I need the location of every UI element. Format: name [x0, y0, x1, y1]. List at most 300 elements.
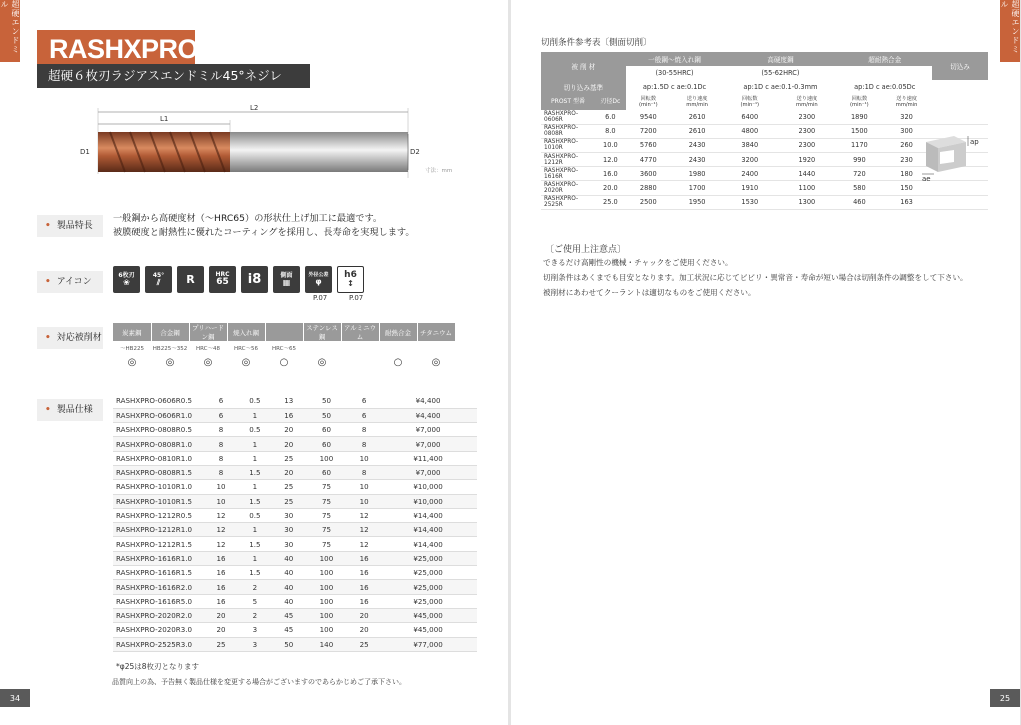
cutting-cell: RASHXPRO-2525R	[541, 195, 595, 209]
cutting-cell: 8.0	[595, 124, 626, 138]
material-rating	[341, 355, 379, 369]
spec-cell: ¥25,000	[379, 551, 477, 565]
icon-bottom: R	[186, 273, 195, 286]
spec-cell: RASHXPRO-1010R1.5	[113, 494, 206, 508]
spec-cell: RASHXPRO-0808R1.5	[113, 465, 206, 479]
section-label: 製品仕様	[56, 405, 93, 415]
cutting-cell: 7200	[626, 124, 671, 138]
cutting-cell: 1890	[838, 110, 882, 124]
spec-cell: 1	[236, 480, 274, 494]
right-page	[511, 0, 1020, 725]
icon-ref-2: P.07	[349, 294, 364, 302]
cutting-cell: 260	[881, 138, 932, 152]
spec-cell: RASHXPRO-1616R5.0	[113, 594, 206, 608]
material-rating: ◎	[203, 356, 213, 368]
helix-icon	[145, 266, 172, 293]
material-header: 焼入れ鋼	[227, 323, 265, 341]
table-row	[113, 594, 477, 608]
hrc-icon	[209, 266, 236, 293]
material-hardness: HRC〜48	[195, 346, 221, 352]
usage-title: 〔ご使用上注意点〕	[545, 245, 627, 255]
cutting-cell: 2610	[671, 110, 723, 124]
table-row	[113, 394, 477, 408]
spec-cell: 16	[206, 551, 236, 565]
spec-cell: 10	[349, 494, 379, 508]
spec-cell: ¥14,400	[379, 508, 477, 522]
empty-cell	[932, 110, 988, 124]
spec-cell: 50	[304, 394, 349, 408]
spec-cell: 60	[304, 465, 349, 479]
spec-cell: 12	[206, 537, 236, 551]
cutting-cell: 20.0	[595, 181, 626, 195]
section-features: • 製品特長	[37, 215, 103, 237]
spec-cell: 16	[349, 551, 379, 565]
cutting-cell: 1920	[776, 153, 837, 167]
spec-cell: 8	[349, 465, 379, 479]
spec-cell: RASHXPRO-0808R0.5	[113, 423, 206, 437]
section-icons: • アイコン	[37, 271, 103, 293]
section-label: 製品特長	[56, 221, 93, 231]
cutting-cell: 2300	[776, 124, 837, 138]
spec-cell: ¥14,400	[379, 537, 477, 551]
table-row	[113, 580, 477, 594]
cutting-cell: 2430	[671, 138, 723, 152]
depth-value: ap:1D c ae:0.1-0.3mm	[743, 83, 818, 91]
icon-bottom: ↕	[347, 279, 354, 288]
material-header: 耐熱合金	[379, 323, 417, 341]
spec-cell: 10	[206, 480, 236, 494]
table-row	[541, 195, 988, 209]
spec-cell: 8	[206, 423, 236, 437]
section-materials: • 対応被削材	[37, 327, 103, 349]
table-row	[113, 566, 477, 580]
cutting-cell: 1300	[776, 195, 837, 209]
cutting-title: 切削条件参考表〔側面切削〕	[541, 38, 652, 48]
rpm-header	[723, 94, 776, 110]
spec-cell: 25	[206, 637, 236, 651]
cutting-cell: 320	[881, 110, 932, 124]
icon-ref-1: P.07	[313, 294, 328, 302]
table-row	[113, 423, 477, 437]
empty-cell	[932, 195, 988, 209]
table-row	[113, 494, 477, 508]
spec-cell: 60	[304, 423, 349, 437]
spec-cell: 1.5	[236, 537, 274, 551]
spec-cell: 75	[304, 537, 349, 551]
model-col-header: PROST 型番	[541, 94, 595, 110]
product-title: RASHXPRO	[37, 30, 195, 68]
dia-col-header: 刃径Dc	[595, 94, 626, 110]
dim-d1: D1	[80, 148, 90, 156]
feed-header	[881, 94, 932, 110]
spec-cell: 12	[349, 508, 379, 522]
spec-cell: ¥10,000	[379, 494, 477, 508]
spec-table	[113, 394, 477, 652]
spec-cell: 8	[206, 437, 236, 451]
cutting-cell: 460	[838, 195, 882, 209]
spec-cell: ¥7,000	[379, 465, 477, 479]
spec-cell: 6	[349, 394, 379, 408]
depth-label: 切り込み基準	[541, 80, 626, 94]
spec-cell: ¥25,000	[379, 566, 477, 580]
group-header: 一般鋼〜焼入れ鋼	[626, 52, 724, 66]
disclaimer: 品質向上の為、予告無く製品仕様を変更する場合がございますのであらかじめご了承下さい。	[112, 678, 406, 686]
material-hardness: HRC〜56	[233, 346, 259, 352]
side-tab: 超硬エンドミル	[1000, 0, 1020, 62]
cutting-cell: 16.0	[595, 167, 626, 181]
cutting-cell: 5760	[626, 138, 671, 152]
side-tab: 超硬エンドミル	[0, 0, 20, 62]
rpm-header	[838, 94, 882, 110]
group-hardness	[838, 66, 932, 80]
spec-cell: 40	[274, 566, 304, 580]
spec-cell: 140	[304, 637, 349, 651]
table-row	[113, 480, 477, 494]
group-hardness: (30-55HRC)	[655, 69, 694, 77]
cutting-cell: RASHXPRO-0808R	[541, 124, 595, 138]
cutting-cell: 150	[881, 181, 932, 195]
spec-cell: 75	[304, 523, 349, 537]
spec-cell: RASHXPRO-1616R1.0	[113, 551, 206, 565]
spec-cell: RASHXPRO-1616R2.0	[113, 580, 206, 594]
cutting-cell: 580	[838, 181, 882, 195]
icon-bottom: φ	[315, 277, 322, 286]
cutting-cell: 10.0	[595, 138, 626, 152]
cutting-cell: 1910	[723, 181, 776, 195]
icon-bottom: ⫽	[156, 277, 161, 287]
spec-cell: 8	[349, 423, 379, 437]
h6-icon	[337, 266, 364, 293]
cutting-cell: 3840	[723, 138, 776, 152]
rpm-unit: (min⁻¹)	[638, 102, 658, 108]
spec-cell: 16	[206, 594, 236, 608]
spec-cell: 20	[349, 623, 379, 637]
cutting-cell: RASHXPRO-2020R	[541, 181, 595, 195]
cutting-cell: 1700	[671, 181, 723, 195]
spec-cell: 1	[236, 451, 274, 465]
material-rating: ○	[279, 356, 289, 368]
material-header: 合金鋼	[151, 323, 189, 341]
tool-drawing	[80, 104, 435, 186]
icon-bottom: 65	[216, 277, 229, 287]
cutting-cell: 4800	[723, 124, 776, 138]
spec-cell: 100	[304, 566, 349, 580]
icon-row	[113, 266, 364, 293]
spec-cell: 50	[304, 408, 349, 422]
spec-cell: RASHXPRO-1616R1.5	[113, 566, 206, 580]
cutting-cell: 1170	[838, 138, 882, 152]
table-row	[113, 523, 477, 537]
spec-cell: 16	[349, 566, 379, 580]
material-header: プリハードン鋼	[189, 323, 227, 341]
spec-cell: 5	[236, 594, 274, 608]
spec-cell: 16	[349, 594, 379, 608]
spec-cell: ¥4,400	[379, 408, 477, 422]
dim-l2: L2	[250, 104, 259, 112]
spec-cell: RASHXPRO-0810R1.0	[113, 451, 206, 465]
spec-cell: 0.5	[236, 508, 274, 522]
icon-bottom: ❀	[123, 277, 130, 287]
spec-cell: ¥45,000	[379, 608, 477, 622]
spec-cell: 12	[206, 523, 236, 537]
feature-line: 一般鋼から高硬度材（〜HRC65）の形状仕上げ加工に最適です。	[113, 213, 383, 224]
spec-cell: 100	[304, 594, 349, 608]
spec-cell: 75	[304, 494, 349, 508]
spec-cell: RASHXPRO-1010R1.0	[113, 480, 206, 494]
cutting-cell: 3200	[723, 153, 776, 167]
spec-cell: 6	[349, 408, 379, 422]
cutting-cell: 2300	[776, 138, 837, 152]
material-hardness	[379, 341, 417, 355]
section-label: アイコン	[56, 277, 92, 287]
dim-l1: L1	[160, 115, 169, 123]
rpm-unit: (min⁻¹)	[740, 102, 760, 108]
table-row	[541, 181, 988, 195]
spec-cell: 1.5	[236, 566, 274, 580]
cutting-cell: 1530	[723, 195, 776, 209]
spec-cell: RASHXPRO-0606R0.5	[113, 394, 206, 408]
material-hardness	[341, 341, 379, 355]
cutting-cell: 9540	[626, 110, 671, 124]
spec-cell: 12	[349, 537, 379, 551]
cutting-cell: 990	[838, 153, 882, 167]
depth-value: ap:1D c ae:0.05Dc	[854, 83, 916, 91]
table-row	[113, 465, 477, 479]
spec-cell: 1	[236, 551, 274, 565]
spec-cell: 20	[349, 608, 379, 622]
cutting-cell: 6.0	[595, 110, 626, 124]
spec-cell: 40	[274, 580, 304, 594]
material-hardness: HRC〜65	[271, 346, 297, 352]
spec-cell: ¥45,000	[379, 623, 477, 637]
section-specs: • 製品仕様	[37, 399, 103, 421]
table-row	[113, 408, 477, 422]
icon-top: 側面	[280, 271, 293, 279]
spec-cell: 1	[236, 523, 274, 537]
spec-cell: 3	[236, 637, 274, 651]
ap-label: ap	[970, 138, 979, 146]
spec-cell: 16	[206, 580, 236, 594]
usage-line: 被削材にあわせてクーラントは適切なものをご使用ください。	[543, 288, 756, 297]
rpm-header	[626, 94, 671, 110]
spec-cell: 1.5	[236, 465, 274, 479]
cutting-cell: 2500	[626, 195, 671, 209]
icon-top: 45°	[152, 271, 165, 279]
product-subtitle: 超硬６枚刃ラジアスエンドミル45°ネジレ	[37, 64, 310, 88]
spec-cell: 8	[206, 465, 236, 479]
ae-label: ae	[922, 175, 931, 183]
cutting-cell: RASHXPRO-1010R	[541, 138, 595, 152]
table-row	[113, 437, 477, 451]
spec-cell: 12	[206, 508, 236, 522]
flutes-icon	[113, 266, 140, 293]
page-number: 25	[990, 689, 1020, 707]
side-cut-icon	[273, 266, 300, 293]
spec-cell: RASHXPRO-2525R3.0	[113, 637, 206, 651]
spec-cell: 100	[304, 580, 349, 594]
cutting-cell: 2610	[671, 124, 723, 138]
material-hardness: HB225〜352	[152, 346, 188, 352]
feed-label: 送り速度	[796, 95, 818, 102]
material-rating: ◎	[431, 356, 441, 368]
icon-top: HRC	[215, 271, 230, 278]
feed-unit: mm/min	[895, 102, 918, 108]
spec-cell: 0.5	[236, 394, 274, 408]
group-header: 超耐熱合金	[838, 52, 932, 66]
spec-cell: 3	[236, 623, 274, 637]
spec-cell: RASHXPRO-2020R2.0	[113, 608, 206, 622]
cutting-cell: 720	[838, 167, 882, 181]
material-rating: ◎	[165, 356, 175, 368]
spec-cell: 1.5	[236, 494, 274, 508]
spec-cell: 13	[274, 394, 304, 408]
table-row	[113, 451, 477, 465]
spec-cell: RASHXPRO-1212R1.5	[113, 537, 206, 551]
material-header: アルミニウム	[341, 323, 379, 341]
left-page	[0, 0, 508, 725]
spec-cell: 16	[349, 580, 379, 594]
spec-cell: 100	[304, 623, 349, 637]
radius-icon	[177, 266, 204, 293]
spec-cell: RASHXPRO-0808R1.0	[113, 437, 206, 451]
spec-cell: RASHXPRO-0606R1.0	[113, 408, 206, 422]
spec-cell: RASHXPRO-1212R1.0	[113, 523, 206, 537]
table-row	[541, 110, 988, 124]
spec-cell: 40	[274, 551, 304, 565]
cutting-cell: 1100	[776, 181, 837, 195]
material-rating: ◎	[127, 356, 137, 368]
cutting-cell: 180	[881, 167, 932, 181]
spec-cell: 60	[304, 437, 349, 451]
spec-cell: 1	[236, 437, 274, 451]
dim-d2: D2	[410, 148, 420, 156]
spec-cell: 75	[304, 480, 349, 494]
usage-line: 切削条件はあくまでも目安となります。加工状況に応じてビビリ・異常音・寿命が短い場合は切削条件の調整をして下さい。	[543, 273, 968, 282]
cutting-cell: 1950	[671, 195, 723, 209]
cutting-cell: 3600	[626, 167, 671, 181]
spec-cell: ¥10,000	[379, 480, 477, 494]
spec-cell: 8	[349, 437, 379, 451]
material-header: チタニウム	[417, 323, 455, 341]
feed-label: 送り速度	[686, 95, 708, 102]
spec-cell: ¥77,000	[379, 637, 477, 651]
spec-cell: ¥7,000	[379, 423, 477, 437]
materials-table	[113, 323, 456, 369]
spec-cell: 45	[274, 623, 304, 637]
spec-cell: 12	[349, 523, 379, 537]
spec-cell: 30	[274, 537, 304, 551]
material-header: ステンレス鋼	[303, 323, 341, 341]
cutting-cell: 6400	[723, 110, 776, 124]
cutting-cell: RASHXPRO-1616R	[541, 167, 595, 181]
icon-top: 外径公差	[308, 272, 329, 278]
rpm-label: 回転数	[640, 95, 657, 102]
spec-cell: 25	[274, 480, 304, 494]
rpm-label: 回転数	[741, 95, 758, 102]
features-text	[113, 212, 415, 240]
spec-cell: 40	[274, 594, 304, 608]
spec-cell: 6	[206, 408, 236, 422]
spec-cell: 100	[304, 551, 349, 565]
spec-cell: ¥4,400	[379, 394, 477, 408]
page-number: 34	[0, 689, 30, 707]
material-hardness: 〜HB225	[120, 346, 144, 352]
material-rating: ◎	[317, 356, 327, 368]
coating-icon	[241, 266, 268, 293]
spec-cell: ¥25,000	[379, 580, 477, 594]
cutting-cell: 230	[881, 153, 932, 167]
material-rating: ○	[393, 356, 403, 368]
group-header: 高硬度鋼	[723, 52, 837, 66]
cutting-cell: RASHXPRO-1212R	[541, 153, 595, 167]
cutting-cell: 2430	[671, 153, 723, 167]
feed-label: 送り速度	[896, 95, 917, 102]
spec-cell: 100	[304, 451, 349, 465]
cutting-cell: RASHXPRO-0606R	[541, 110, 595, 124]
cutting-cell: 1980	[671, 167, 723, 181]
spec-cell: 10	[206, 494, 236, 508]
spec-cell: RASHXPRO-2020R3.0	[113, 623, 206, 637]
table-row	[113, 551, 477, 565]
depth-value: ap:1.5D c ae:0.1Dc	[642, 83, 707, 91]
icon-top: h6	[344, 270, 357, 280]
cutting-cell: 163	[881, 195, 932, 209]
spec-cell: 16	[206, 566, 236, 580]
cutting-cell: 12.0	[595, 153, 626, 167]
table-row	[113, 637, 477, 651]
group-hardness: (55-62HRC)	[761, 69, 800, 77]
spec-cell: ¥7,000	[379, 437, 477, 451]
icon-bottom: ▦	[282, 277, 291, 287]
spec-cell: 8	[206, 451, 236, 465]
section-label: 対応被削材	[56, 333, 102, 343]
spec-cell: 20	[274, 423, 304, 437]
cutting-cell: 25.0	[595, 195, 626, 209]
rpm-unit: (min⁻¹)	[850, 102, 869, 108]
cutting-cell: 1500	[838, 124, 882, 138]
spec-note: *φ25は8枚刃となります	[116, 662, 200, 671]
feature-line: 被膜硬度と耐熱性に優れたコーティングを採用し、長寿命を実現します。	[113, 227, 415, 238]
usage-line: できるだけ高剛性の機械・チャックをご使用ください。	[543, 258, 733, 267]
spec-cell: 30	[274, 508, 304, 522]
spec-cell: ¥11,400	[379, 451, 477, 465]
spec-cell: 2	[236, 608, 274, 622]
material-label: 被 削 材	[541, 52, 626, 80]
feed-unit: mm/min	[686, 102, 708, 108]
feed-header	[671, 94, 723, 110]
spec-cell: 30	[274, 523, 304, 537]
spec-cell: 25	[274, 494, 304, 508]
spec-cell: 10	[349, 480, 379, 494]
empty-cell	[932, 181, 988, 195]
icon-top: 6枚刃	[118, 271, 135, 279]
spec-cell: ¥14,400	[379, 523, 477, 537]
table-row	[113, 537, 477, 551]
cutting-cell: 300	[881, 124, 932, 138]
table-row	[113, 508, 477, 522]
spec-cell: RASHXPRO-1212R0.5	[113, 508, 206, 522]
icon-bottom: i8	[247, 272, 262, 287]
kirikomi-header: 切込み	[932, 52, 988, 80]
spec-cell: 50	[274, 637, 304, 651]
cutting-cell: 2880	[626, 181, 671, 195]
spec-cell: 75	[304, 508, 349, 522]
spec-cell: 10	[349, 451, 379, 465]
diameter-tolerance-icon	[305, 266, 332, 293]
cutting-cell: 1440	[776, 167, 837, 181]
rpm-label: 回転数	[851, 95, 868, 102]
unit-label: 寸法：mm	[425, 168, 453, 174]
